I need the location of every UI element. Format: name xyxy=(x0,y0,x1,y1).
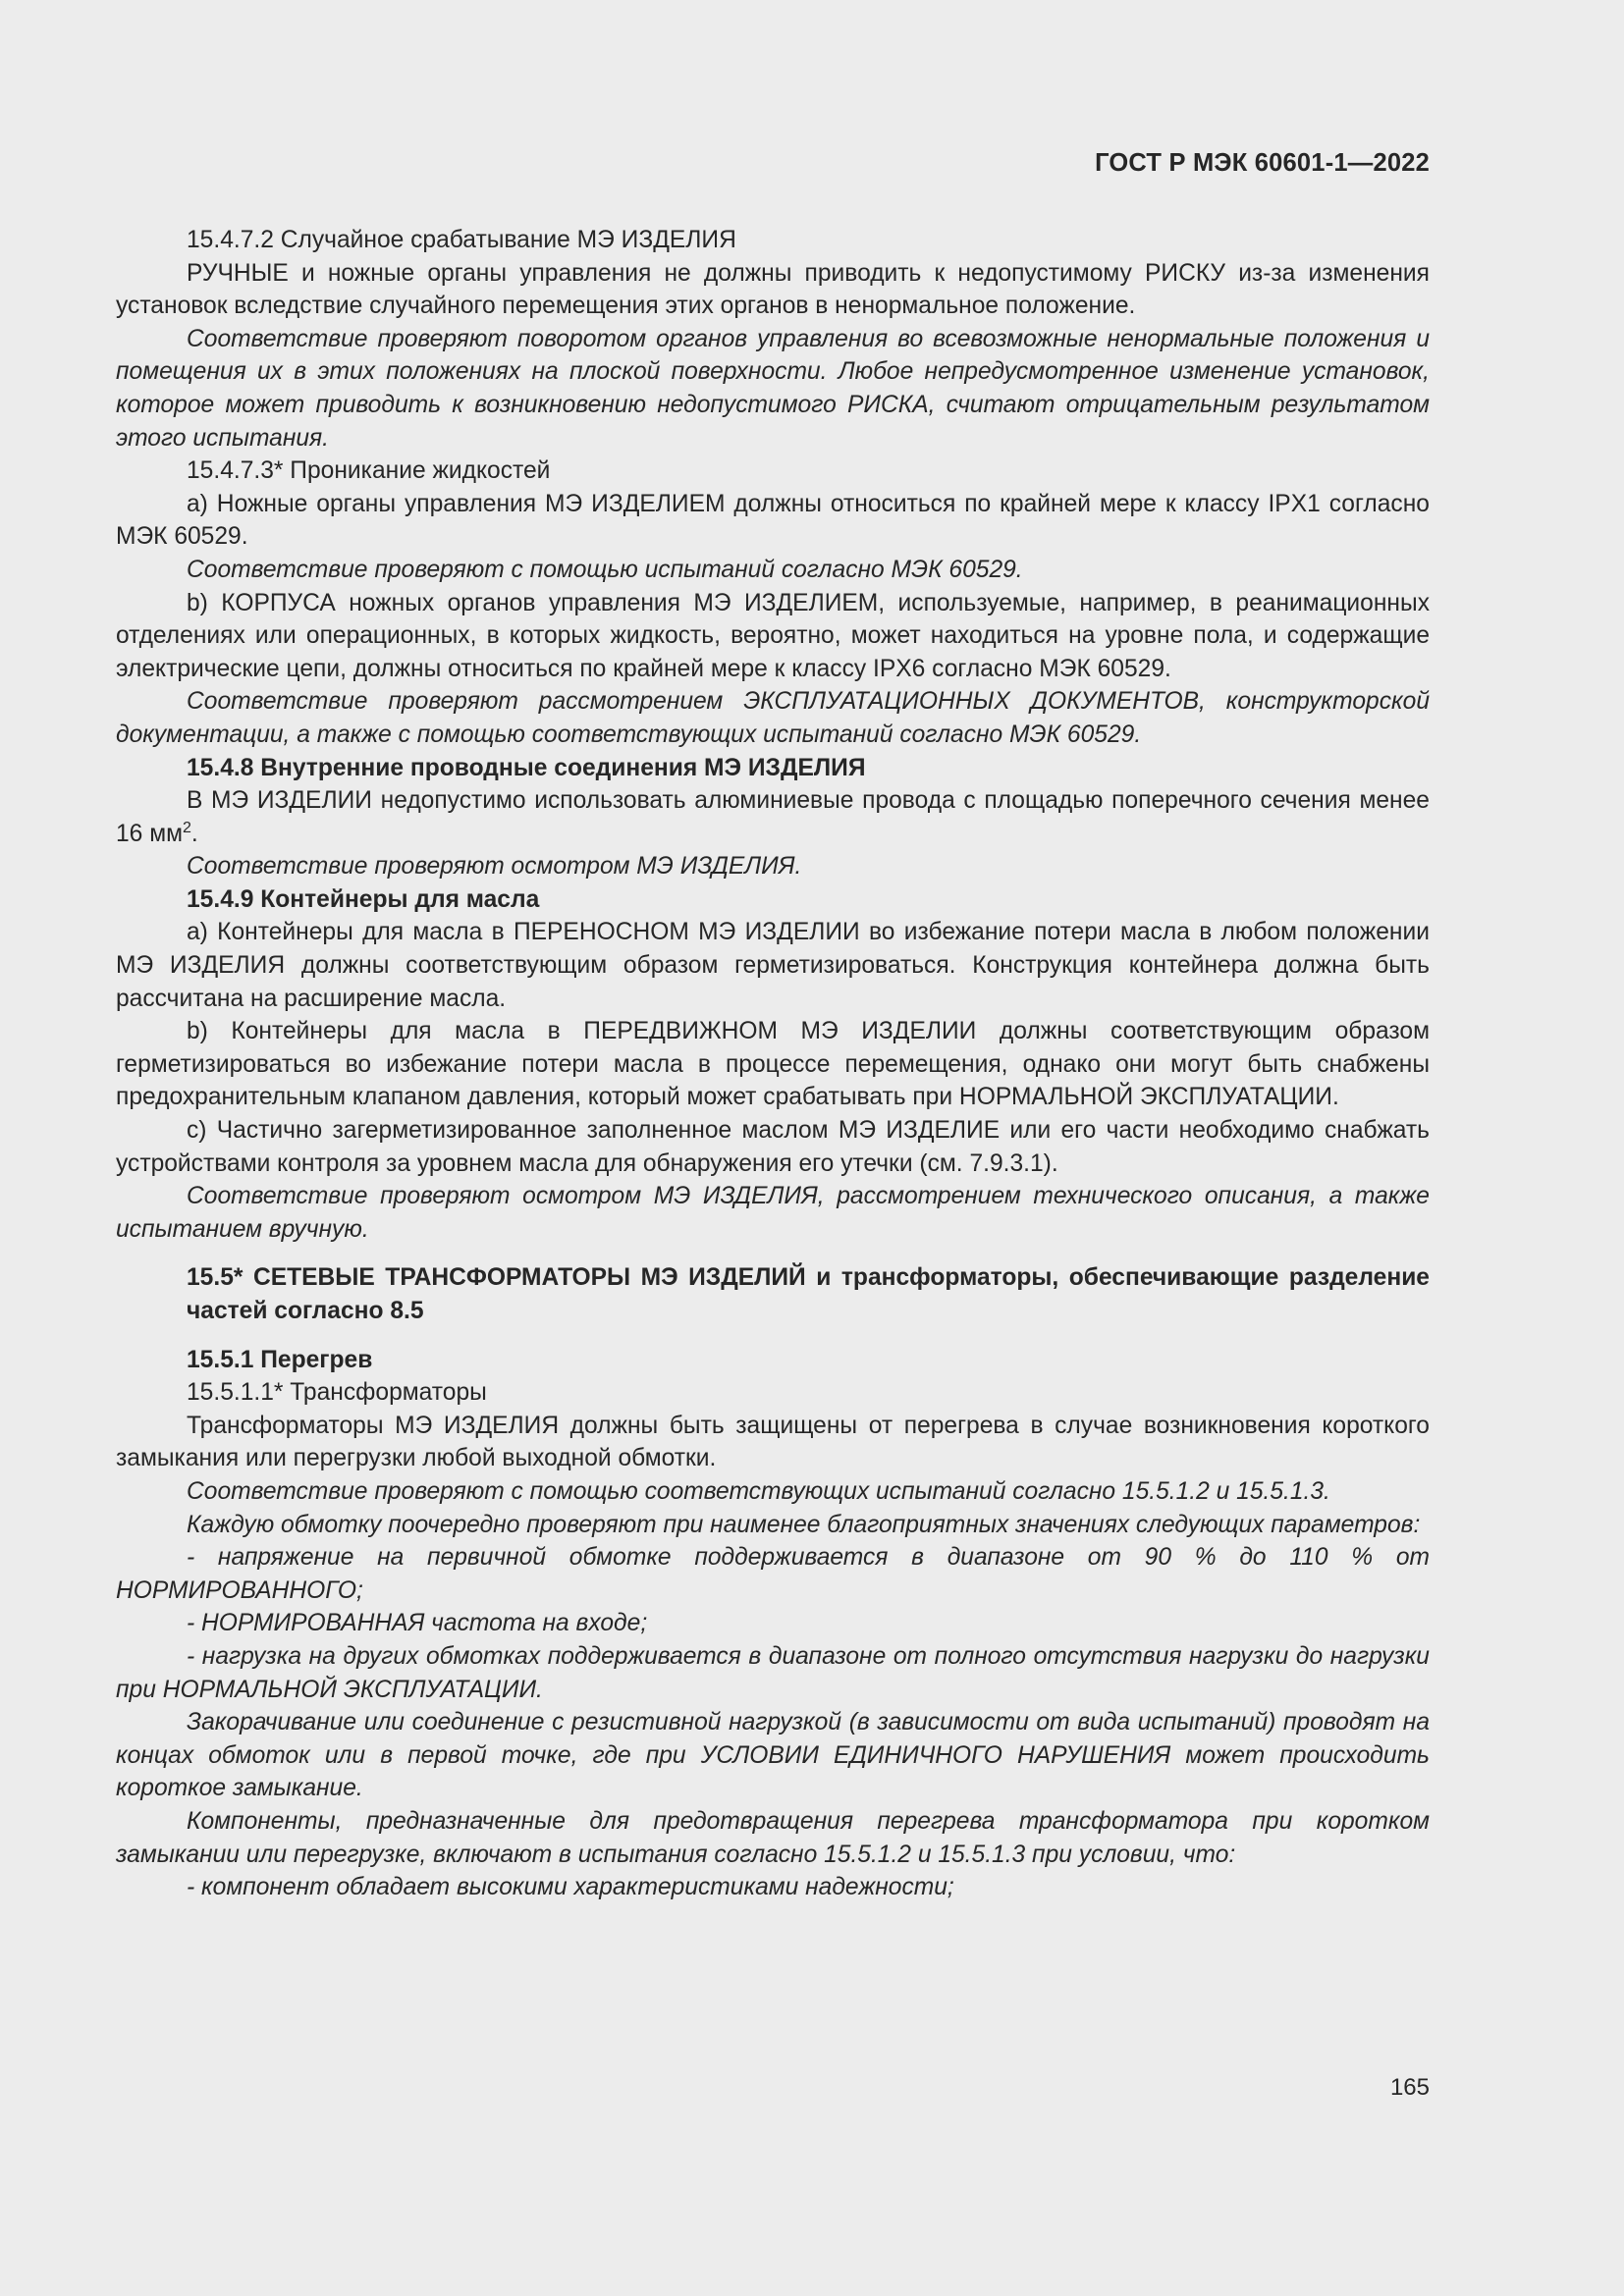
clause-15-4-7-2-title: 15.4.7.2 Случайное срабатывание МЭ ИЗДЕЛИЯ xyxy=(187,227,736,253)
clause-15-4-7-2-compliance: Соответствие проверяют поворотом органов управления во всевозможные ненормальные положения и помещения их в этих положениях на плоской поверхности. Любое непредусмотренное изменение установок, которое может приводить к возникновению недопустимого РИСКА, считают отрицательным результатом этого испытания. xyxy=(116,325,1430,452)
clause-15-4-7-2-text: РУЧНЫЕ и ножные органы управления не должны приводить к недопустимому РИСКУ из-за изменения установок вследствие случайного перемещения этих органов в ненормальное положение. xyxy=(116,259,1430,320)
clause-15-5-1-heading: 15.5.1 Перегрев xyxy=(187,1346,373,1373)
clause-15-5-1-1-title: 15.5.1.1* Трансформаторы xyxy=(187,1379,487,1407)
clause-15-4-9-compliance: Соответствие проверяют осмотром МЭ ИЗДЕЛИЯ, рассмотрением технического описания, а также испытанием вручную. xyxy=(116,1183,1430,1243)
page-number: 165 xyxy=(1389,2074,1430,2101)
condition-list-item: - компонент обладает высокими характеристиками надежности; xyxy=(187,1874,954,1901)
clause-15-4-7-3-compliance-a: Соответствие проверяют с помощью испытаний согласно МЭК 60529. xyxy=(187,556,1023,583)
clause-15-5-1-1-text: Трансформаторы МЭ ИЗДЕЛИЯ должны быть защищены от перегрева в случае возникновения короткого замыкания или перегрузки любой выходной обмотки. xyxy=(116,1412,1430,1472)
clause-15-4-9-heading: 15.4.9 Контейнеры для масла xyxy=(187,885,540,913)
parameter-list-item: - НОРМИРОВАННАЯ частота на входе; xyxy=(187,1610,648,1637)
clause-15-4-7-3-item-b: b) КОРПУСА ножных органов управления МЭ ИЗДЕЛИЕМ, используемые, например, в реанимационных отделениях или операционных, в которых жидкость, вероятно, может находиться на уровне пола, и содержащие электрические цепи, должны относиться по крайней мере к классу IPX6 согласно МЭК 60529. xyxy=(116,589,1430,682)
document-id-header: ГОСТ Р МЭК 60601-1—2022 xyxy=(1095,149,1430,177)
superscript-2: 2 xyxy=(183,819,191,836)
clause-15-4-8-compliance: Соответствие проверяют осмотром МЭ ИЗДЕЛИЯ. xyxy=(187,853,802,881)
clause-15-4-9-item-c: c) Частично загерметизированное заполненное маслом МЭ ИЗДЕЛИЕ или его части необходимо снабжать устройствами контроля за уровнем масла для обнаружения его утечки (см. 7.9.3.1). xyxy=(116,1117,1430,1177)
parameter-list-item: - нагрузка на других обмотках поддерживается в диапазоне от полного отсутствия нагрузки до нагрузки при НОРМАЛЬНОЙ ЭКСПЛУАТАЦИИ. xyxy=(116,1642,1430,1703)
clause-15-4-8-text xyxy=(116,784,1430,850)
clause-15-4-7-3-item-a: a) Ножные органы управления МЭ ИЗДЕЛИЕМ должны относиться по крайней мере к классу IPX1 согласно МЭК 60529. xyxy=(116,490,1430,551)
clause-15-5-heading: 15.5* СЕТЕВЫЕ ТРАНСФОРМАТОРЫ МЭ ИЗДЕЛИЙ и трансформаторы, обеспечивающие разделение частей согласно 8.5 xyxy=(187,1264,1430,1324)
clause-15-4-7-3-title: 15.4.7.3* Проникание жидкостей xyxy=(187,457,551,485)
clause-15-4-9-item-b: b) Контейнеры для масла в ПЕРЕДВИЖНОМ МЭ ИЗДЕЛИИ должны соответствующим образом герметизироваться во избежание потери масла в процессе перемещения, однако они могут быть снабжены предохранительным клапаном давления, который может срабатывать при НОРМАЛЬНОЙ ЭКСПЛУАТАЦИИ. xyxy=(116,1018,1430,1111)
clause-15-4-8-text-end: . xyxy=(190,820,198,847)
test-parameters-intro: Каждую обмотку поочередно проверяют при наименее благоприятных значениях следующих параметров: xyxy=(187,1511,1421,1538)
clause-15-4-9-item-a: a) Контейнеры для масла в ПЕРЕНОСНОМ МЭ ИЗДЕЛИИ во избежание потери масла в любом положении МЭ ИЗДЕЛИЯ должны соответствующим образом герметизироваться. Конструкция контейнера должна быть рассчитана на расширение масла. xyxy=(116,919,1430,1012)
document-body xyxy=(116,224,1430,1904)
clause-15-4-8-heading: 15.4.8 Внутренние проводные соединения МЭ ИЗДЕЛИЯ xyxy=(187,754,866,781)
clause-15-5-1-1-compliance: Соответствие проверяют с помощью соответствующих испытаний согласно 15.5.1.2 и 15.5.1.3. xyxy=(187,1477,1330,1505)
clause-15-4-8-text-main: В МЭ ИЗДЕЛИИ недопустимо использовать алюминиевые провода с площадью поперечного сечения менее 16 мм xyxy=(116,787,1430,847)
clause-15-4-7-3-compliance-b: Соответствие проверяют рассмотрением ЭКСПЛУАТАЦИОННЫХ ДОКУМЕНТОВ, конструкторской документации, а также с помощью соответствующих испытаний согласно МЭК 60529. xyxy=(116,688,1430,748)
short-circuit-text: Закорачивание или соединение с резистивной нагрузкой (в зависимости от вида испытаний) проводят на концах обмоток или в первой точке, где при УСЛОВИИ ЕДИНИЧНОГО НАРУШЕНИЯ может происходить короткое замыкание. xyxy=(116,1709,1430,1802)
protective-components-text: Компоненты, предназначенные для предотвращения перегрева трансформатора при коротком замыкании или перегрузке, включают в испытания согласно 15.5.1.2 и 15.5.1.3 при условии, что: xyxy=(116,1807,1430,1868)
parameter-list-item: - напряжение на первичной обмотке поддерживается в диапазоне от 90 % до 110 % от НОРМИРОВАННОГО; xyxy=(116,1544,1430,1604)
